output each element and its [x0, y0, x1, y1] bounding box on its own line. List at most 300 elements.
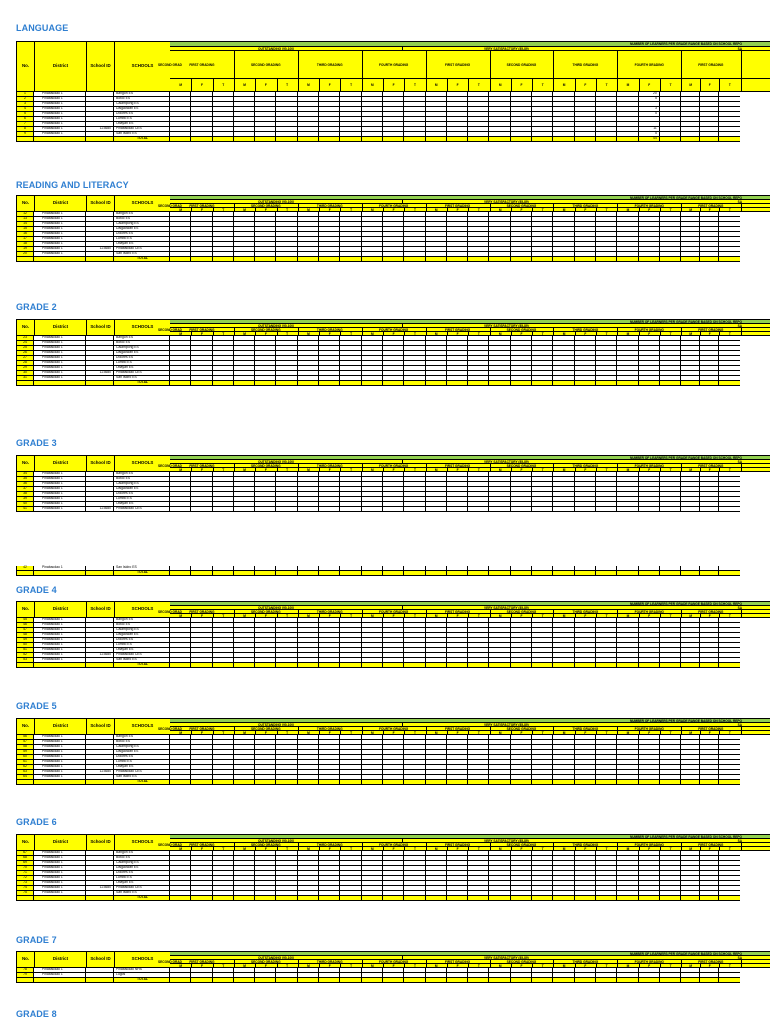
- count-cell: [255, 102, 276, 106]
- schools-header: SCHOOLS: [115, 602, 171, 618]
- district-cell: Pinabacdao 1: [34, 866, 86, 870]
- grading-period-label: SECOND GRAD: [158, 463, 182, 468]
- row-number: 9: [16, 132, 34, 136]
- count-cell: [447, 487, 468, 491]
- count-cell: [404, 663, 425, 667]
- count-cell: [276, 92, 297, 96]
- count-cell: [532, 477, 553, 481]
- count-cell: [191, 780, 212, 784]
- count-cell: [532, 351, 553, 355]
- count-cell: [447, 750, 468, 754]
- school-id-cell: [86, 257, 114, 261]
- count-cell: [170, 653, 191, 657]
- count-cell: [383, 566, 404, 570]
- count-cell: [213, 381, 234, 385]
- count-cell: [319, 740, 340, 744]
- count-cell: [298, 866, 319, 870]
- gender-column-label: M: [562, 613, 566, 618]
- count-cell: [700, 212, 719, 216]
- school-name-cell: Bangon ES: [114, 851, 170, 855]
- count-cell: [340, 856, 361, 860]
- count-cell: [617, 780, 638, 784]
- count-cell: [234, 257, 255, 261]
- school-name-cell: Calampong ES: [114, 628, 170, 632]
- count-cell: [404, 487, 425, 491]
- count-cell: [681, 750, 700, 754]
- count-cell: [553, 112, 574, 116]
- count-cell: [511, 750, 532, 754]
- count-cell: [468, 341, 489, 345]
- district-cell: Pinabacdao 1: [34, 122, 86, 126]
- no-header: No.: [17, 719, 35, 735]
- count-cell: [596, 257, 617, 261]
- count-cell: [404, 237, 425, 241]
- count-cell: [213, 507, 234, 511]
- count-cell: [213, 780, 234, 784]
- count-cell: [575, 861, 596, 865]
- count-cell: [234, 117, 255, 121]
- count-cell: [639, 222, 660, 226]
- count-cell: [276, 346, 297, 350]
- count-cell: [319, 242, 340, 246]
- count-cell: [362, 132, 383, 136]
- gender-column-label: T: [728, 83, 731, 87]
- count-cell: [404, 127, 425, 131]
- gender-column-label: T: [669, 467, 672, 472]
- count-cell: [426, 881, 447, 885]
- count-cell: [700, 891, 719, 895]
- count-cell: [426, 760, 447, 764]
- count-cell: [489, 356, 510, 360]
- count-cell: [298, 217, 319, 221]
- grading-period-label: SECOND GRADING: [251, 327, 281, 332]
- count-cell: [362, 755, 383, 759]
- school-name-cell: Dolores ES: [114, 112, 170, 116]
- grading-period-label: FOURTH GRADING: [634, 609, 664, 614]
- count-cell: [468, 361, 489, 365]
- count-cell: [681, 127, 700, 131]
- count-cell: [700, 361, 719, 365]
- count-cell: [340, 735, 361, 739]
- count-cell: [447, 381, 468, 385]
- count-cell: [511, 212, 532, 216]
- count-cell: [489, 856, 510, 860]
- count-cell: [532, 247, 553, 251]
- count-cell: [596, 371, 617, 375]
- count-cell: [532, 227, 553, 231]
- school-id-cell: [86, 336, 114, 340]
- count-cell: [340, 755, 361, 759]
- district-cell: Pinabacdao 1: [34, 618, 86, 622]
- gender-column-label: F: [200, 207, 203, 212]
- count-cell: [660, 212, 681, 216]
- count-cell: [426, 252, 447, 256]
- count-cell: [362, 341, 383, 345]
- count-cell: [511, 780, 532, 784]
- count-cell: [681, 97, 700, 101]
- row-number: 70: [16, 866, 34, 870]
- count-cell: [660, 891, 681, 895]
- count-cell: [340, 227, 361, 231]
- count-cell: [660, 871, 681, 875]
- count-cell: [255, 618, 276, 622]
- count-cell: [298, 775, 319, 779]
- count-cell: [660, 222, 681, 226]
- count-cell: [489, 663, 510, 667]
- school-name-cell: Obayan ES: [114, 122, 170, 126]
- school-name-cell: Calampong ES: [114, 861, 170, 865]
- count-cell: [255, 351, 276, 355]
- count-cell: [596, 628, 617, 632]
- count-cell: [617, 472, 638, 476]
- count-cell: [553, 566, 574, 570]
- count-cell: [426, 497, 447, 501]
- row-number: 79: [16, 973, 34, 977]
- count-cell: [404, 780, 425, 784]
- count-cell: [596, 886, 617, 890]
- count-cell: [489, 252, 510, 256]
- gender-column-label: M: [179, 331, 182, 336]
- count-cell: [511, 356, 532, 360]
- gender-column-label: T: [728, 467, 731, 472]
- count-cell: [362, 252, 383, 256]
- count-cell: [575, 881, 596, 885]
- count-cell: [700, 127, 719, 131]
- count-cell: [617, 247, 638, 251]
- school-id-cell: [86, 638, 114, 642]
- count-cell: [553, 571, 574, 575]
- count-cell: [660, 886, 681, 890]
- gender-column-label: T: [541, 331, 544, 336]
- count-cell: [575, 242, 596, 246]
- count-cell: [596, 618, 617, 622]
- count-cell: [276, 112, 297, 116]
- gender-column-label: T: [728, 846, 731, 851]
- count-cell: [319, 102, 340, 106]
- count-cell: [489, 968, 510, 972]
- gender-column-label: T: [286, 613, 289, 618]
- gender-column-label: M: [307, 846, 310, 851]
- count-cell: [575, 643, 596, 647]
- count-cell: [362, 497, 383, 501]
- count-cell: [319, 978, 340, 982]
- grading-period-label: FIRST GRADING: [444, 726, 471, 731]
- count-cell: [383, 237, 404, 241]
- very-satisfactory-label: VERY SATISFACTORY (85-89): [484, 323, 529, 328]
- count-cell: [639, 881, 660, 885]
- count-cell: [511, 628, 532, 632]
- count-cell: [234, 227, 255, 231]
- count-cell: [617, 242, 638, 246]
- count-cell: [468, 638, 489, 642]
- count-cell: [319, 618, 340, 622]
- count-cell: [553, 775, 574, 779]
- count-cell: [553, 618, 574, 622]
- count-cell: [553, 247, 574, 251]
- count-cell: [639, 497, 660, 501]
- count-cell: [383, 628, 404, 632]
- count-cell: [660, 856, 681, 860]
- section-title: GRADE 6: [16, 817, 57, 827]
- count-cell: [532, 638, 553, 642]
- count-cell: [191, 886, 212, 890]
- count-cell: [447, 658, 468, 662]
- school-name-cell: Dolores ES: [114, 356, 170, 360]
- count-cell: [511, 765, 532, 769]
- count-cell: [681, 618, 700, 622]
- count-cell: [639, 628, 660, 632]
- count-cell: [319, 881, 340, 885]
- count-cell: [340, 623, 361, 627]
- count-cell: [276, 361, 297, 365]
- count-cell: [191, 856, 212, 860]
- count-cell: [489, 361, 510, 365]
- count-cell: [362, 740, 383, 744]
- count-cell: [426, 633, 447, 637]
- count-cell: [700, 780, 719, 784]
- district-cell: Pinabacdao 1: [34, 92, 86, 96]
- gender-column-label: T: [541, 730, 544, 735]
- gender-column-label: T: [350, 613, 353, 618]
- count-cell: [447, 861, 468, 865]
- row-number: [16, 257, 34, 261]
- row-number: 29: [16, 366, 34, 370]
- school-name-cell: Pinabacdao CES: [114, 371, 170, 375]
- count-cell: [319, 856, 340, 860]
- count-cell: [468, 502, 489, 506]
- count-cell: [426, 472, 447, 476]
- count-cell: [404, 252, 425, 256]
- count-cell: [191, 770, 212, 774]
- count-cell: [404, 623, 425, 627]
- count-cell: [234, 487, 255, 491]
- school-name-cell: San Isidro ES: [114, 891, 170, 895]
- school-id-cell: [86, 346, 114, 350]
- row-number: 57: [16, 740, 34, 744]
- count-cell: [362, 968, 383, 972]
- grading-period-label: THIRD GRADING: [572, 327, 599, 332]
- count-cell: [234, 973, 255, 977]
- count-cell: [234, 361, 255, 365]
- count-cell: [404, 122, 425, 126]
- count-cell: [468, 891, 489, 895]
- gender-column-label: M: [562, 846, 566, 851]
- count-cell: [319, 472, 340, 476]
- count-cell: [340, 92, 361, 96]
- row-number: 69: [16, 861, 34, 865]
- count-cell: [362, 472, 383, 476]
- gender-column-label: F: [200, 613, 203, 618]
- district-cell: Pinabacdao 1: [34, 247, 86, 251]
- count-cell: [553, 107, 574, 111]
- gender-column-label: M: [371, 331, 374, 336]
- count-cell: [191, 472, 212, 476]
- row-number: [16, 978, 34, 982]
- school-id-cell: 123680: [86, 770, 114, 774]
- school-id-cell: 123680: [86, 653, 114, 657]
- count-cell: [170, 371, 191, 375]
- count-cell: [596, 381, 617, 385]
- count-cell: [340, 507, 361, 511]
- count-cell: [511, 623, 532, 627]
- count-cell: [213, 127, 234, 131]
- count-cell: [213, 107, 234, 111]
- count-cell: [362, 735, 383, 739]
- count-cell: 3: [639, 107, 660, 111]
- count-cell: [426, 227, 447, 231]
- gender-column-label: T: [728, 963, 731, 968]
- count-cell: [553, 237, 574, 241]
- count-cell: [191, 92, 212, 96]
- count-cell: [553, 102, 574, 106]
- count-cell: [617, 886, 638, 890]
- count-cell: [404, 658, 425, 662]
- count-cell: [681, 648, 700, 652]
- count-cell: [426, 107, 447, 111]
- count-cell: [319, 112, 340, 116]
- grading-period-label: SECOND GRADING: [506, 842, 537, 847]
- count-cell: [681, 351, 700, 355]
- row-number: 41: [16, 507, 34, 511]
- count-cell: [362, 780, 383, 784]
- school-name-cell: Calampong ES: [114, 346, 170, 350]
- count-cell: [404, 102, 425, 106]
- school-name-cell: Dalgaowan ES: [114, 351, 170, 355]
- gender-column-label: F: [584, 963, 587, 968]
- count-cell: [468, 487, 489, 491]
- count-cell: [553, 356, 574, 360]
- count-cell: [298, 351, 319, 355]
- count-cell: [660, 566, 681, 570]
- school-name-cell: Botoc ES: [114, 856, 170, 860]
- count-cell: [660, 755, 681, 759]
- count-cell: [575, 658, 596, 662]
- count-cell: [276, 341, 297, 345]
- total-label: TOTAL: [114, 978, 170, 982]
- school-id-cell: [86, 97, 114, 101]
- row-number: 49: [16, 638, 34, 642]
- count-cell: [447, 222, 468, 226]
- count-cell: [553, 750, 574, 754]
- count-cell: [681, 765, 700, 769]
- gender-column-label: M: [371, 846, 374, 851]
- count-cell: [319, 633, 340, 637]
- sa-label: SA: [737, 323, 742, 328]
- count-cell: [298, 137, 319, 141]
- count-cell: [362, 871, 383, 875]
- count-cell: [596, 663, 617, 667]
- count-cell: [532, 881, 553, 885]
- count-cell: [298, 856, 319, 860]
- gender-column-label: M: [243, 846, 246, 851]
- count-cell: [489, 132, 510, 136]
- count-cell: [234, 366, 255, 370]
- count-cell: [660, 765, 681, 769]
- count-cell: [575, 871, 596, 875]
- count-cell: [213, 376, 234, 380]
- count-cell: [639, 648, 660, 652]
- count-cell: [447, 376, 468, 380]
- school-id-cell: [86, 896, 114, 900]
- grading-period-label: FIRST GRADING: [189, 609, 215, 614]
- school-name-cell: Dolores ES: [114, 638, 170, 642]
- district-cell: [34, 381, 86, 385]
- count-cell: [639, 861, 660, 865]
- count-cell: [255, 132, 276, 136]
- outstanding-label: OUTSTANDING (90-100): [258, 459, 295, 464]
- row-number: 19: [16, 247, 34, 251]
- count-cell: [447, 227, 468, 231]
- count-cell: [213, 477, 234, 481]
- count-cell: [660, 472, 681, 476]
- count-cell: [511, 740, 532, 744]
- count-cell: [191, 735, 212, 739]
- count-cell: [447, 107, 468, 111]
- count-cell: [660, 227, 681, 231]
- count-cell: [234, 760, 255, 764]
- count-cell: [255, 117, 276, 121]
- count-cell: [468, 566, 489, 570]
- count-cell: [553, 472, 574, 476]
- grading-period-label: FOURTH GRADING: [379, 842, 409, 847]
- count-cell: [191, 381, 212, 385]
- count-cell: [213, 137, 234, 141]
- count-cell: [660, 497, 681, 501]
- grading-period-label: FOURTH GRADING: [634, 463, 664, 468]
- row-number: 37: [16, 487, 34, 491]
- count-cell: [489, 346, 510, 350]
- count-cell: [575, 487, 596, 491]
- count-cell: [234, 638, 255, 642]
- count-cell: [362, 770, 383, 774]
- count-cell: [362, 638, 383, 642]
- row-number: 67: [16, 851, 34, 855]
- table-body: [16, 212, 740, 262]
- count-cell: [489, 472, 510, 476]
- count-cell: [489, 760, 510, 764]
- school-id-cell: [86, 618, 114, 622]
- count-cell: [489, 750, 510, 754]
- school-name-cell: Lumbo ES: [114, 760, 170, 764]
- count-cell: [298, 633, 319, 637]
- count-cell: [617, 623, 638, 627]
- gender-column-label: F: [200, 467, 203, 472]
- count-cell: [191, 376, 212, 380]
- count-cell: [298, 770, 319, 774]
- school-name-cell: Pinabacdao CES: [114, 886, 170, 890]
- school-id-header: School ID: [87, 719, 115, 735]
- count-cell: [234, 978, 255, 982]
- count-cell: [700, 968, 719, 972]
- count-cell: [362, 212, 383, 216]
- row-number: 1: [16, 92, 34, 96]
- district-cell: Pinabacdao 1: [34, 237, 86, 241]
- gender-column-label: F: [648, 730, 651, 735]
- count-cell: [255, 623, 276, 627]
- count-cell: [404, 371, 425, 375]
- count-cell: [700, 775, 719, 779]
- count-cell: [276, 366, 297, 370]
- count-cell: [298, 643, 319, 647]
- count-cell: [596, 775, 617, 779]
- district-cell: Pinabacdao 1: [34, 232, 86, 236]
- district-header: District: [35, 196, 87, 212]
- count-cell: [170, 482, 191, 486]
- count-cell: [468, 775, 489, 779]
- count-cell: [383, 376, 404, 380]
- count-cell: [489, 336, 510, 340]
- gender-column-label: T: [286, 207, 289, 212]
